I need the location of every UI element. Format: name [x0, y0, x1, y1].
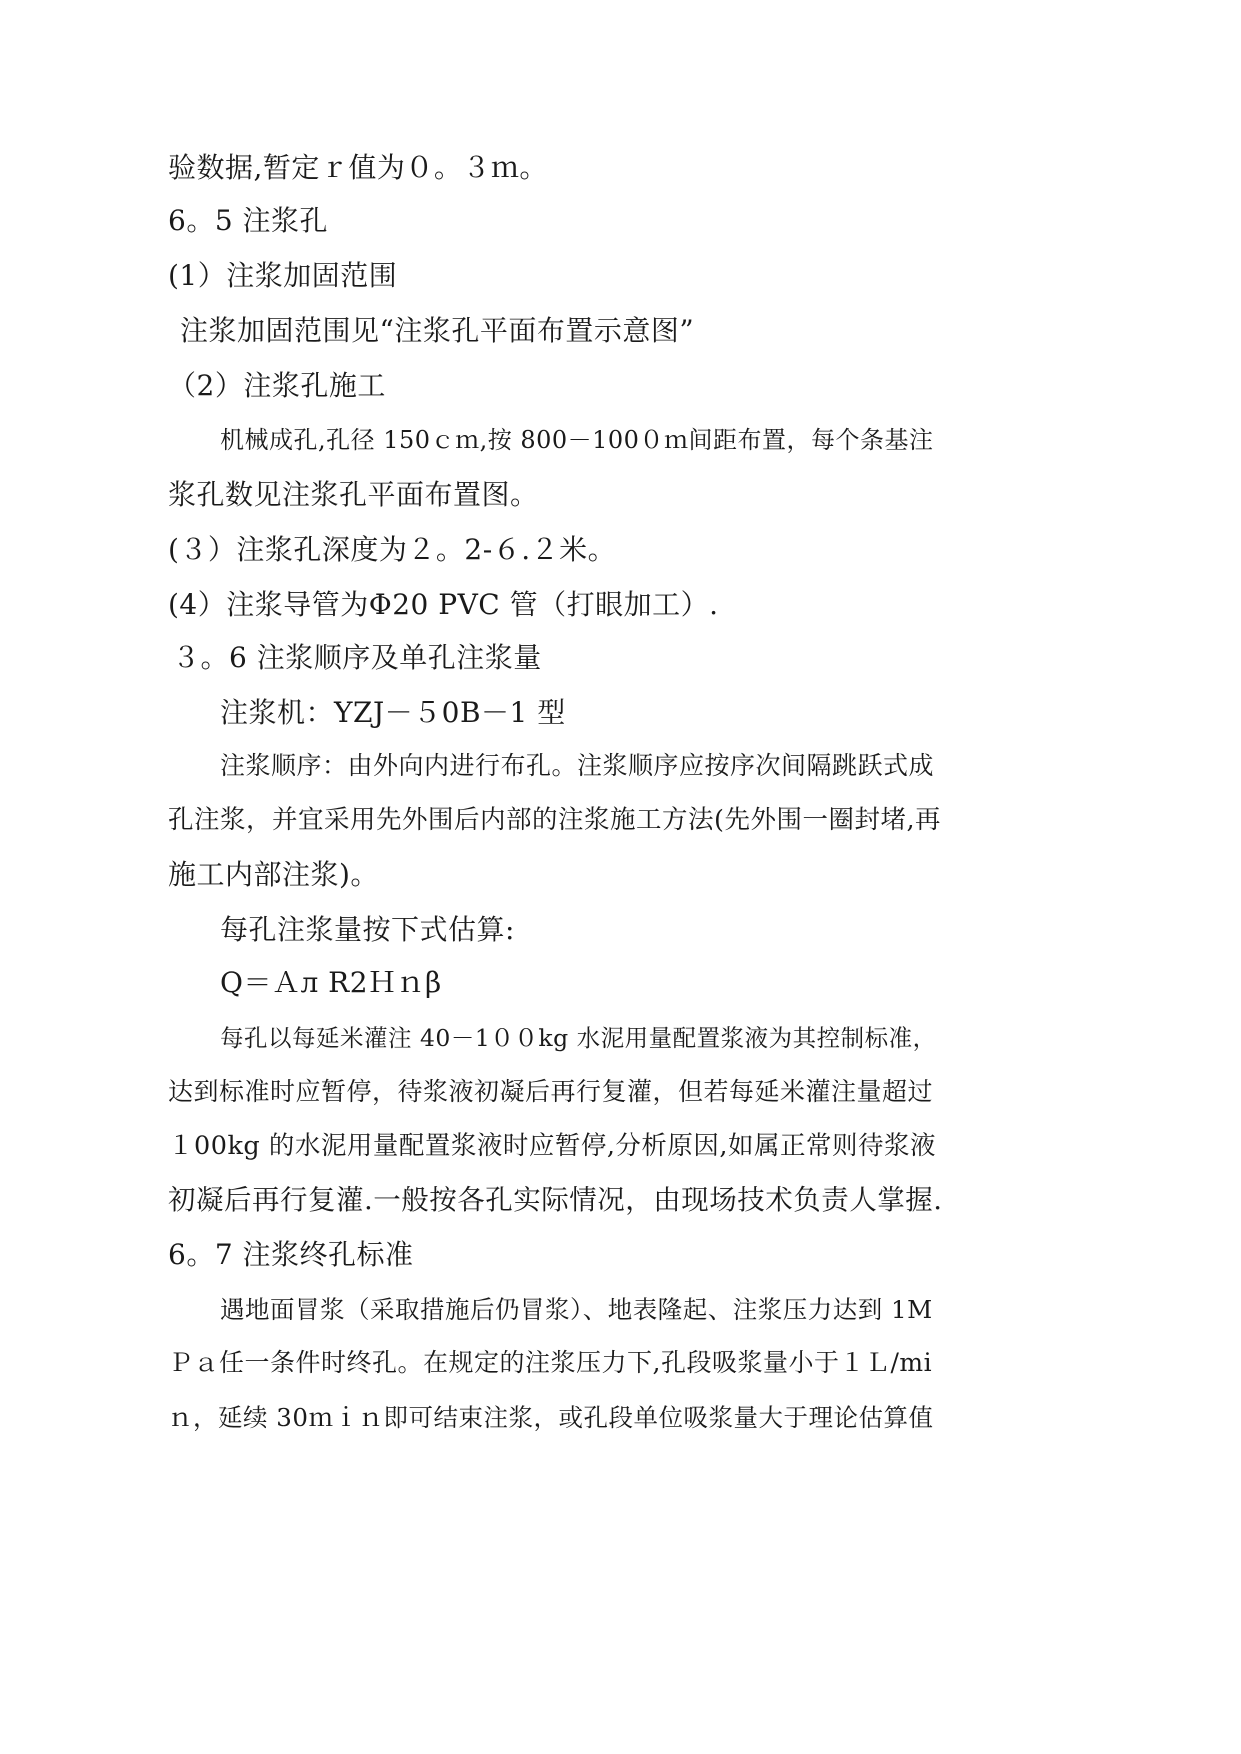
- body-text: (4）注浆导管为Φ20 PVC 管（打眼加工）.: [168, 588, 719, 621]
- section-heading: 6。5 注浆孔: [168, 204, 329, 237]
- body-text: 注浆加固范围见“注浆孔平面布置示意图”: [180, 314, 695, 347]
- body-text: 达到标准时应暂停，待浆液初凝后再行复灌，但若每延米灌注量超过: [168, 1077, 934, 1106]
- body-text: 注浆机：YZJ－５0B－1 型: [220, 696, 566, 729]
- section-heading: ３。6 注浆顺序及单孔注浆量: [172, 641, 542, 674]
- body-text: 机械成孔,孔径 150ｃｍ,按 800－100０ｍ间距布置，每个条基注: [220, 426, 934, 454]
- body-text: (３）注浆孔深度为２。2-６.２米。: [168, 533, 617, 566]
- body-text: 注浆顺序：由外向内进行布孔。注浆顺序应按序次间隔跳跃式成: [220, 751, 935, 780]
- subsection-heading: (1）注浆加固范围: [168, 259, 398, 292]
- subsection-heading: （2）注浆孔施工: [168, 369, 386, 402]
- body-text: 每孔注浆量按下式估算:: [220, 913, 515, 946]
- body-text: 初凝后再行复灌.一般按各孔实际情况，由现场技术负责人掌握.: [168, 1184, 943, 1216]
- body-text: 每孔以每延米灌注 40－1００kg 水泥用量配置浆液为其控制标准，: [220, 1024, 937, 1052]
- formula: Q＝Ａл R2Ｈｎβ: [220, 966, 442, 999]
- body-text: 孔注浆，并宜采用先外围后内部的注浆施工方法(先外围一圈封堵,再: [168, 805, 942, 835]
- body-text: 施工内部注浆)。: [168, 858, 379, 891]
- body-text: 验数据,暂定ｒ值为０。３ｍ。: [168, 151, 548, 184]
- body-text: 浆孔数见注浆孔平面布置图。: [168, 478, 539, 511]
- body-text: 遇地面冒浆（采取措施后仍冒浆）、地表隆起、注浆压力达到 1M: [220, 1295, 933, 1324]
- body-text: １00kg 的水泥用量配置浆液时应暂停,分析原因,如属正常则待浆液: [168, 1131, 937, 1161]
- body-text: Ｐａ任一条件时终孔。在规定的注浆压力下,孔段吸浆量小于１Ｌ/mi: [168, 1348, 933, 1377]
- body-text: ｎ，延续 30ｍｉｎ即可结束注浆，或孔段单位吸浆量大于理论估算值: [168, 1403, 934, 1432]
- section-heading: 6。7 注浆终孔标准: [168, 1238, 414, 1271]
